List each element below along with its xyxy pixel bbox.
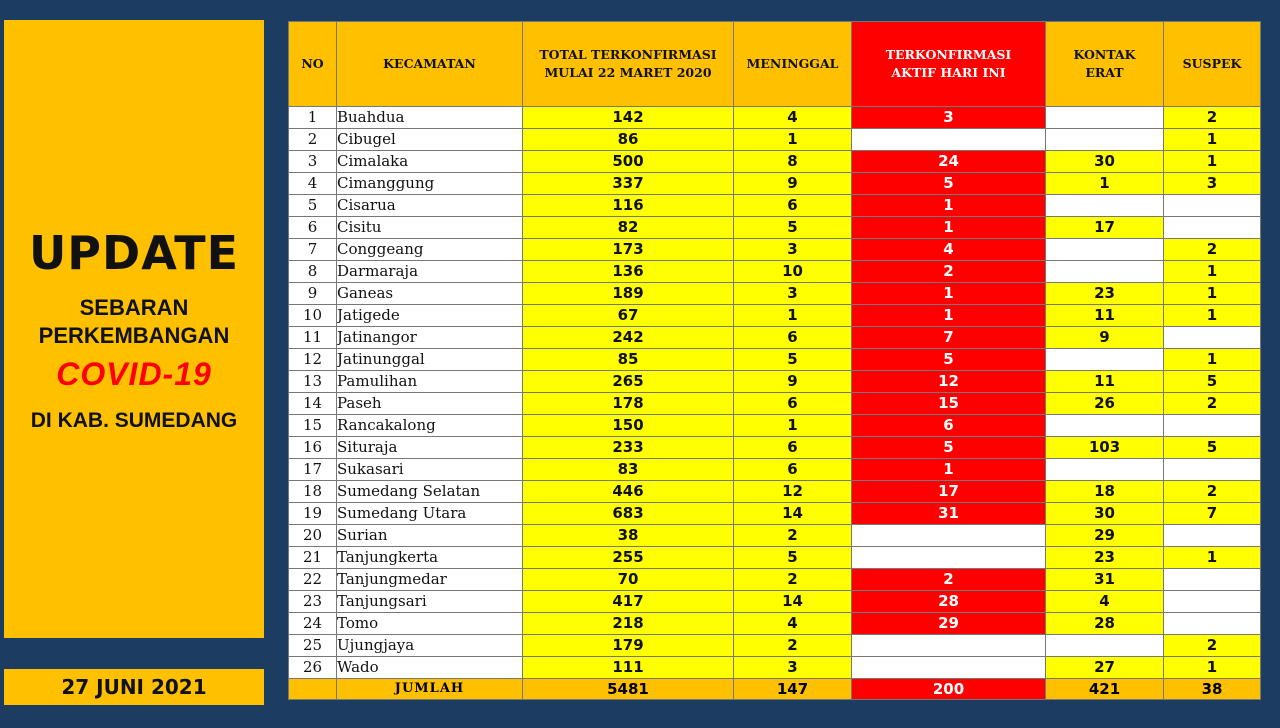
cell-kecamatan: Jatinunggal: [337, 349, 523, 371]
cell-no: 26: [289, 657, 337, 679]
cell-kontak: 26: [1046, 393, 1164, 415]
cell-aktif: 3: [852, 107, 1046, 129]
cell-kecamatan: Ganeas: [337, 283, 523, 305]
cell-no: 18: [289, 481, 337, 503]
cell-meninggal: 6: [734, 437, 852, 459]
cell-kontak: 28: [1046, 613, 1164, 635]
cell-total: 178: [523, 393, 734, 415]
header-no: NO: [289, 22, 337, 107]
cell-kecamatan: Situraja: [337, 437, 523, 459]
cell-suspek: 2: [1164, 239, 1261, 261]
cell-total: 86: [523, 129, 734, 151]
table-row: [289, 525, 1261, 547]
cell-aktif: 2: [852, 569, 1046, 591]
cell-total: 233: [523, 437, 734, 459]
total-deaths: 147: [734, 679, 852, 700]
cell-kontak: 30: [1046, 503, 1164, 525]
table-body: [289, 107, 1261, 679]
header-total-line1: TOTAL TERKONFIRMASI: [539, 47, 717, 62]
header-suspek: SUSPEK: [1164, 22, 1261, 107]
cell-total: 83: [523, 459, 734, 481]
table-row: [289, 657, 1261, 679]
cell-total: 70: [523, 569, 734, 591]
header-total: [523, 22, 734, 107]
cell-kecamatan: Jatigede: [337, 305, 523, 327]
cell-suspek: [1164, 569, 1261, 591]
table-row: [289, 129, 1261, 151]
cell-kecamatan: Wado: [337, 657, 523, 679]
cell-aktif: 1: [852, 217, 1046, 239]
header-kontak-line2: ERAT: [1085, 65, 1124, 80]
cell-suspek: 1: [1164, 657, 1261, 679]
cell-aktif: 15: [852, 393, 1046, 415]
cell-meninggal: 3: [734, 657, 852, 679]
cell-suspek: [1164, 591, 1261, 613]
cell-kontak: 27: [1046, 657, 1164, 679]
cell-kecamatan: Surian: [337, 525, 523, 547]
cell-no: 22: [289, 569, 337, 591]
cell-kontak: 29: [1046, 525, 1164, 547]
cell-total: 500: [523, 151, 734, 173]
cell-kecamatan: Pamulihan: [337, 371, 523, 393]
cell-meninggal: 8: [734, 151, 852, 173]
cell-no: 1: [289, 107, 337, 129]
total-active: 200: [852, 679, 1046, 700]
table-row: [289, 437, 1261, 459]
cell-kecamatan: Jatinangor: [337, 327, 523, 349]
covid-data-table: [288, 21, 1261, 700]
cell-aktif: 5: [852, 437, 1046, 459]
cell-no: 10: [289, 305, 337, 327]
cell-aktif: 12: [852, 371, 1046, 393]
date-label: 27 JUNI 2021: [4, 669, 264, 705]
cell-kecamatan: Tanjungkerta: [337, 547, 523, 569]
cell-total: 38: [523, 525, 734, 547]
cell-no: 14: [289, 393, 337, 415]
cell-aktif: 6: [852, 415, 1046, 437]
cell-kecamatan: Cisarua: [337, 195, 523, 217]
cell-kecamatan: Cibugel: [337, 129, 523, 151]
table-row: [289, 371, 1261, 393]
cell-total: 173: [523, 239, 734, 261]
cell-kecamatan: Sukasari: [337, 459, 523, 481]
cell-meninggal: 2: [734, 569, 852, 591]
cell-suspek: 2: [1164, 635, 1261, 657]
table-row: [289, 393, 1261, 415]
cell-kecamatan: Tomo: [337, 613, 523, 635]
table-row: [289, 327, 1261, 349]
cell-suspek: 5: [1164, 371, 1261, 393]
total-confirmed: 5481: [523, 679, 734, 700]
cell-total: 242: [523, 327, 734, 349]
cell-meninggal: 5: [734, 217, 852, 239]
table-row: [289, 217, 1261, 239]
cell-total: 446: [523, 481, 734, 503]
cell-total: 179: [523, 635, 734, 657]
cell-no: 21: [289, 547, 337, 569]
cell-kontak: [1046, 129, 1164, 151]
cell-kontak: 31: [1046, 569, 1164, 591]
table-row: [289, 481, 1261, 503]
table-row: [289, 107, 1261, 129]
table-row: [289, 547, 1261, 569]
cell-total: 683: [523, 503, 734, 525]
cell-no: 23: [289, 591, 337, 613]
header-total-line2: MULAI 22 MARET 2020: [544, 65, 712, 80]
total-label: JUMLAH: [337, 679, 523, 700]
cell-total: 255: [523, 547, 734, 569]
cell-total: 142: [523, 107, 734, 129]
cell-kecamatan: Tanjungsari: [337, 591, 523, 613]
cell-kontak: [1046, 415, 1164, 437]
cell-aktif: [852, 129, 1046, 151]
cell-aktif: 4: [852, 239, 1046, 261]
cell-suspek: 3: [1164, 173, 1261, 195]
cell-kontak: [1046, 107, 1164, 129]
cell-kecamatan: Cisitu: [337, 217, 523, 239]
cell-total: 417: [523, 591, 734, 613]
table-row: [289, 151, 1261, 173]
cell-kontak: [1046, 349, 1164, 371]
cell-suspek: 5: [1164, 437, 1261, 459]
cell-no: 12: [289, 349, 337, 371]
covid-label: COVID-19: [56, 355, 212, 392]
cell-suspek: [1164, 613, 1261, 635]
cell-no: 16: [289, 437, 337, 459]
cell-meninggal: 5: [734, 349, 852, 371]
cell-no: 25: [289, 635, 337, 657]
cell-total: 82: [523, 217, 734, 239]
cell-no: 13: [289, 371, 337, 393]
subtitle-sebaran: SEBARAN: [79, 294, 189, 320]
cell-suspek: [1164, 415, 1261, 437]
cell-kecamatan: Conggeang: [337, 239, 523, 261]
update-title: UPDATE: [28, 225, 240, 280]
table-header-row: [289, 22, 1261, 107]
cell-no: 3: [289, 151, 337, 173]
cell-aktif: 29: [852, 613, 1046, 635]
cell-total: 85: [523, 349, 734, 371]
cell-suspek: 1: [1164, 305, 1261, 327]
table-row: [289, 239, 1261, 261]
cell-meninggal: 14: [734, 591, 852, 613]
cell-kontak: 9: [1046, 327, 1164, 349]
cell-meninggal: 12: [734, 481, 852, 503]
cell-kontak: [1046, 239, 1164, 261]
cell-kontak: 11: [1046, 371, 1164, 393]
cell-kecamatan: Rancakalong: [337, 415, 523, 437]
total-row: [289, 679, 1261, 700]
cell-kontak: [1046, 261, 1164, 283]
cell-aktif: [852, 635, 1046, 657]
cell-kontak: 1: [1046, 173, 1164, 195]
cell-total: 136: [523, 261, 734, 283]
cell-suspek: 7: [1164, 503, 1261, 525]
cell-no: 9: [289, 283, 337, 305]
cell-aktif: 1: [852, 283, 1046, 305]
table-row: [289, 415, 1261, 437]
cell-no: 8: [289, 261, 337, 283]
total-close-contact: 421: [1046, 679, 1164, 700]
cell-meninggal: 6: [734, 327, 852, 349]
total-row-spacer: [289, 679, 337, 700]
header-aktif-line2: AKTIF HARI INI: [891, 65, 1006, 80]
cell-no: 17: [289, 459, 337, 481]
subtitle-perkembangan: PERKEMBANGAN: [38, 322, 230, 348]
cell-suspek: 1: [1164, 129, 1261, 151]
cell-suspek: 1: [1164, 151, 1261, 173]
table-row: [289, 283, 1261, 305]
cell-aktif: 5: [852, 173, 1046, 195]
cell-no: 2: [289, 129, 337, 151]
cell-meninggal: 6: [734, 393, 852, 415]
cell-suspek: 1: [1164, 349, 1261, 371]
header-meninggal: MENINGGAL: [734, 22, 852, 107]
cell-suspek: 1: [1164, 261, 1261, 283]
header-kecamatan: KECAMATAN: [337, 22, 523, 107]
cell-no: 4: [289, 173, 337, 195]
cell-no: 20: [289, 525, 337, 547]
cell-suspek: 2: [1164, 393, 1261, 415]
header-aktif: [852, 22, 1046, 107]
cell-aktif: [852, 547, 1046, 569]
cell-meninggal: 10: [734, 261, 852, 283]
cell-suspek: [1164, 525, 1261, 547]
table-row: [289, 195, 1261, 217]
header-kontak: [1046, 22, 1164, 107]
cell-kecamatan: Cimanggung: [337, 173, 523, 195]
cell-total: 67: [523, 305, 734, 327]
cell-kecamatan: Sumedang Selatan: [337, 481, 523, 503]
cell-kontak: 23: [1046, 547, 1164, 569]
cell-suspek: [1164, 327, 1261, 349]
cell-kontak: [1046, 195, 1164, 217]
table-row: [289, 305, 1261, 327]
cell-meninggal: 6: [734, 459, 852, 481]
cell-kecamatan: Darmaraja: [337, 261, 523, 283]
cell-meninggal: 9: [734, 371, 852, 393]
table-row: [289, 503, 1261, 525]
cell-no: 19: [289, 503, 337, 525]
cell-meninggal: 9: [734, 173, 852, 195]
cell-total: 150: [523, 415, 734, 437]
cell-no: 6: [289, 217, 337, 239]
table-row: [289, 591, 1261, 613]
region-label: DI KAB. SUMEDANG: [30, 408, 238, 432]
cell-aktif: [852, 657, 1046, 679]
cell-no: 24: [289, 613, 337, 635]
cell-total: 218: [523, 613, 734, 635]
cell-suspek: 2: [1164, 481, 1261, 503]
cell-kontak: 18: [1046, 481, 1164, 503]
cell-aktif: 24: [852, 151, 1046, 173]
cell-total: 116: [523, 195, 734, 217]
cell-kecamatan: Sumedang Utara: [337, 503, 523, 525]
cell-no: 5: [289, 195, 337, 217]
cell-aktif: 5: [852, 349, 1046, 371]
cell-aktif: 17: [852, 481, 1046, 503]
cell-total: 111: [523, 657, 734, 679]
cell-aktif: 1: [852, 305, 1046, 327]
cell-aktif: 28: [852, 591, 1046, 613]
cell-aktif: 2: [852, 261, 1046, 283]
table-row: [289, 459, 1261, 481]
cell-suspek: [1164, 217, 1261, 239]
cell-meninggal: 2: [734, 635, 852, 657]
cell-total: 265: [523, 371, 734, 393]
cell-no: 11: [289, 327, 337, 349]
cell-kecamatan: Buahdua: [337, 107, 523, 129]
cell-no: 7: [289, 239, 337, 261]
cell-no: 15: [289, 415, 337, 437]
cell-meninggal: 1: [734, 415, 852, 437]
cell-kontak: 11: [1046, 305, 1164, 327]
cell-meninggal: 6: [734, 195, 852, 217]
cell-meninggal: 3: [734, 283, 852, 305]
cell-suspek: 1: [1164, 283, 1261, 305]
cell-suspek: [1164, 459, 1261, 481]
header-kontak-line1: KONTAK: [1073, 47, 1136, 62]
table-row: [289, 173, 1261, 195]
cell-kontak: 4: [1046, 591, 1164, 613]
cell-meninggal: 1: [734, 129, 852, 151]
total-suspect: 38: [1164, 679, 1261, 700]
cell-total: 189: [523, 283, 734, 305]
cell-kontak: 30: [1046, 151, 1164, 173]
cell-kontak: 103: [1046, 437, 1164, 459]
header-aktif-line1: TERKONFIRMASI: [885, 47, 1012, 62]
title-panel: [4, 20, 264, 638]
cell-kecamatan: Paseh: [337, 393, 523, 415]
cell-kecamatan: Ujungjaya: [337, 635, 523, 657]
table-row: [289, 569, 1261, 591]
cell-kecamatan: Cimalaka: [337, 151, 523, 173]
cell-meninggal: 4: [734, 613, 852, 635]
cell-kontak: [1046, 459, 1164, 481]
table-row: [289, 613, 1261, 635]
cell-meninggal: 1: [734, 305, 852, 327]
cell-meninggal: 3: [734, 239, 852, 261]
cell-aktif: 7: [852, 327, 1046, 349]
cell-kontak: 23: [1046, 283, 1164, 305]
cell-meninggal: 14: [734, 503, 852, 525]
cell-kontak: [1046, 635, 1164, 657]
cell-kontak: 17: [1046, 217, 1164, 239]
cell-aktif: 1: [852, 195, 1046, 217]
cell-meninggal: 4: [734, 107, 852, 129]
cell-total: 337: [523, 173, 734, 195]
table-row: [289, 261, 1261, 283]
cell-suspek: 1: [1164, 547, 1261, 569]
cell-aktif: [852, 525, 1046, 547]
cell-meninggal: 5: [734, 547, 852, 569]
cell-aktif: 31: [852, 503, 1046, 525]
cell-suspek: [1164, 195, 1261, 217]
table-row: [289, 635, 1261, 657]
cell-meninggal: 2: [734, 525, 852, 547]
cell-kecamatan: Tanjungmedar: [337, 569, 523, 591]
cell-aktif: 1: [852, 459, 1046, 481]
table-row: [289, 349, 1261, 371]
cell-suspek: 2: [1164, 107, 1261, 129]
